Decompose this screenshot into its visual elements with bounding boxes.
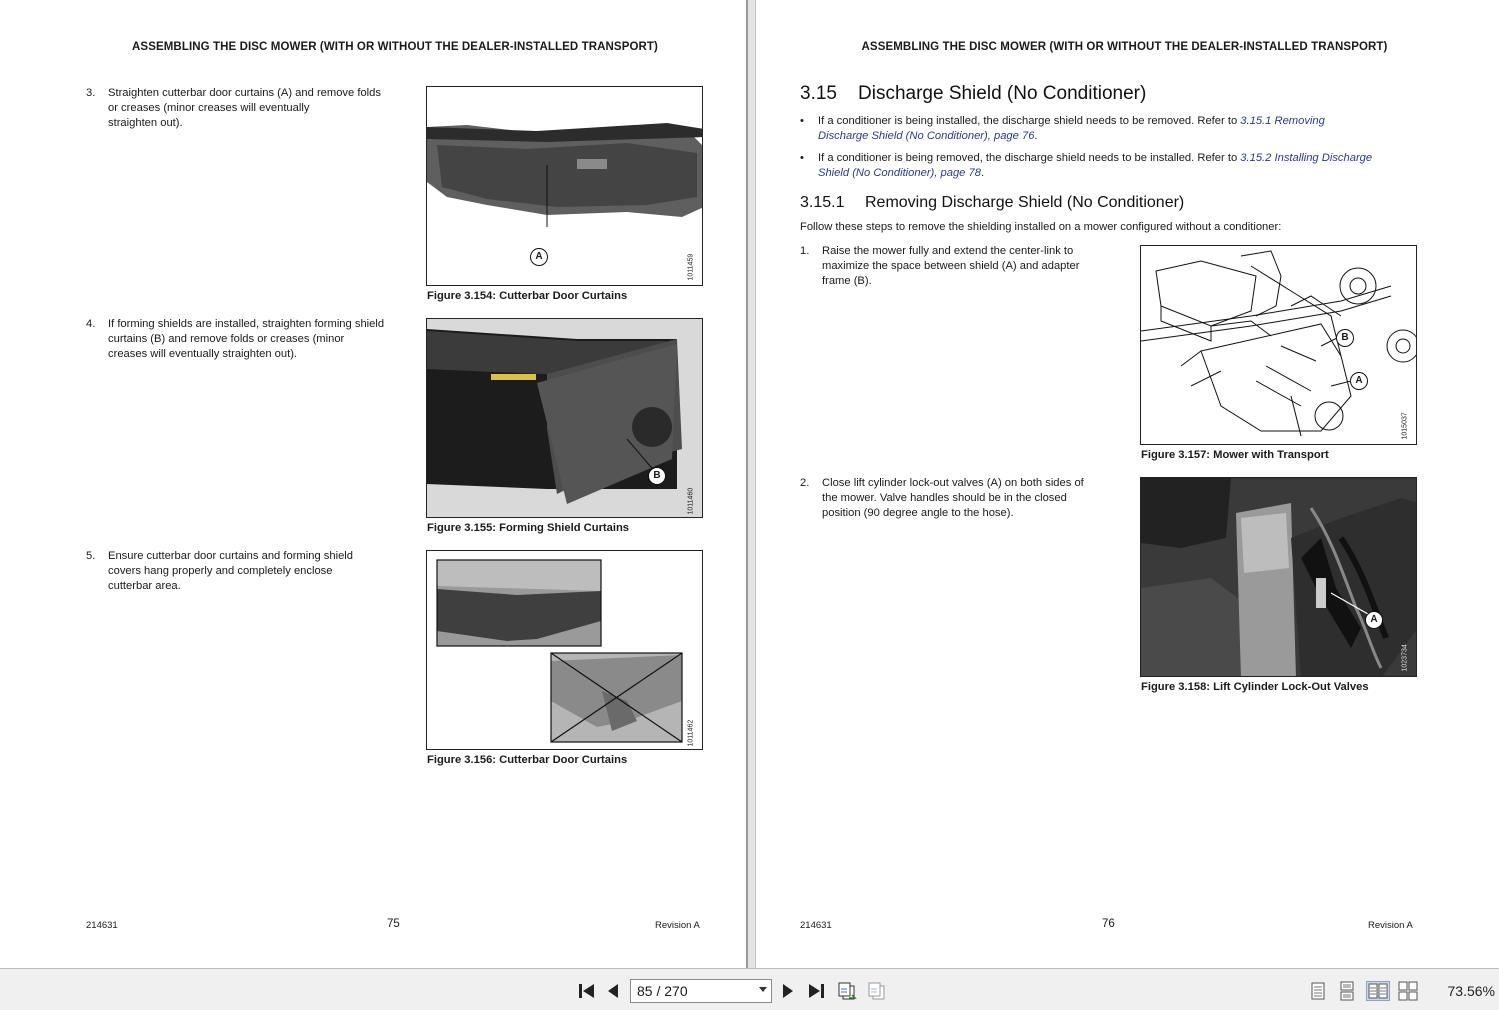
- page-number-select[interactable]: 85 / 270: [630, 979, 772, 1003]
- page-header: ASSEMBLING THE DISC MOWER (WITH OR WITHOUT THE DEALER-INSTALLED TRANSPORT): [132, 41, 658, 53]
- chevron-down-icon[interactable]: [759, 987, 767, 992]
- callout-a: A: [1350, 372, 1368, 390]
- single-page-view-icon[interactable]: [1308, 981, 1328, 1001]
- cross-ref-link[interactable]: 3.15.2 Installing Discharge: [1240, 152, 1373, 164]
- figure-caption: Figure 3.154: Cutterbar Door Curtains: [427, 290, 628, 302]
- footer-doc-number: 214631: [86, 920, 118, 931]
- figure-id: 1011459: [687, 253, 695, 281]
- cross-ref-link[interactable]: Shield (No Conditioner), page 78: [818, 167, 981, 179]
- page-76: ASSEMBLING THE DISC MOWER (WITH OR WITHOUT THE DEALER-INSTALLED TRANSPORT) 3.15 Discharge Shield (No Conditioner) • If a conditioner is being installed, the discharge shield needs to be removed. Refer to 3.15.1 Removing Discharge Shield (No Conditioner), page 76. • If a conditioner is being removed, the discharge shield needs to be installed. Refer to 3.15.2 Installing Discharge Shield (No Conditioner), page 78. 3.15.1 Removing Discharge Shield (No Conditioner) Follow these steps to remove the shielding installed on a mower configured without a conditioner: 1. Raise the mower fully and extend the center-link to maximize the space between shield (A) and adapter frame (B). B A 1015037 Figure 3.157: Mower with Transport 2. Close lift cylinder lock-out valves (A) on both sides of the mower. Valve handles should be in the closed position (90 degree angle to the hose). A 1023734 Figure 3.158: Lift Cylinder Lock-Out Valves 214631 76 Revision A: [756, 0, 1499, 968]
- footer-revision: Revision A: [655, 920, 700, 931]
- figure-id: 1023734: [1401, 644, 1409, 672]
- figure-id: 1011460: [687, 487, 695, 515]
- figure-3-154: [426, 86, 703, 286]
- callout-a: A: [1365, 611, 1383, 629]
- next-page-icon[interactable]: [778, 980, 798, 1002]
- page-number: 76: [1102, 918, 1115, 930]
- callout-a: A: [530, 248, 548, 266]
- footer-doc-number: 214631: [800, 920, 832, 931]
- previous-page-icon[interactable]: [603, 980, 623, 1002]
- figure-id: 1015037: [1401, 412, 1409, 440]
- page-header: ASSEMBLING THE DISC MOWER (WITH OR WITHOUT THE DEALER-INSTALLED TRANSPORT): [861, 41, 1388, 53]
- cross-ref-link[interactable]: Discharge Shield (No Conditioner), page 76: [818, 130, 1035, 142]
- cutterbar-photo: [427, 87, 703, 286]
- continuous-view-icon[interactable]: [1337, 981, 1357, 1001]
- section-heading: 3.15 Discharge Shield (No Conditioner): [800, 83, 1147, 104]
- callout-b: B: [1336, 329, 1354, 347]
- last-page-icon[interactable]: [805, 980, 827, 1002]
- page-divider: [746, 0, 756, 968]
- continuous-facing-view-icon[interactable]: [1398, 981, 1418, 1001]
- first-page-icon[interactable]: [576, 980, 598, 1002]
- next-view-icon[interactable]: [866, 980, 888, 1002]
- intro-paragraph: Follow these steps to remove the shielding installed on a mower configured without a conditioner:: [800, 221, 1282, 233]
- cross-ref-link[interactable]: 3.15.1 Removing: [1240, 115, 1325, 127]
- forming-shield-photo: [427, 319, 703, 518]
- figure-3-158: [1140, 477, 1417, 677]
- figure-caption: Figure 3.157: Mower with Transport: [1141, 449, 1329, 461]
- figure-caption: Figure 3.156: Cutterbar Door Curtains: [427, 754, 628, 766]
- previous-view-icon[interactable]: [836, 980, 858, 1002]
- navigation-toolbar: [0, 968, 1499, 1010]
- figure-3-155: [426, 318, 703, 518]
- figure-3-156: [426, 550, 703, 750]
- footer-revision: Revision A: [1368, 920, 1413, 931]
- figure-3-157: [1140, 245, 1417, 445]
- mower-line-drawing: [1141, 246, 1417, 445]
- figure-id: 1011462: [687, 719, 695, 747]
- figure-caption: Figure 3.155: Forming Shield Curtains: [427, 522, 630, 534]
- page-number: 75: [387, 918, 400, 930]
- curtain-comparison-photos: [427, 551, 703, 750]
- callout-b: B: [648, 467, 666, 485]
- figure-caption: Figure 3.158: Lift Cylinder Lock-Out Valves: [1141, 681, 1369, 693]
- zoom-level[interactable]: 73.56%: [1447, 983, 1495, 999]
- lock-out-valve-photo: [1141, 478, 1417, 677]
- facing-view-icon[interactable]: [1366, 981, 1390, 1001]
- page-75: ASSEMBLING THE DISC MOWER (WITH OR WITHOUT THE DEALER-INSTALLED TRANSPORT) 3. Straighten cutterbar door curtains (A) and remove folds or creases (minor creases will eventually straighten out). A 1011459 Figure 3.154: Cutterbar Door Curtains 4. If forming shields are installed, straighten forming shield curtains (B) and remove folds or creases (minor creases will eventually straighten out). B 1011460 Figure 3.155: Forming Shield Curtains 5. Ensure cutterbar door curtains and forming shield covers hang properly and completely enclose cutterbar area. 1011462 Figure 3.156: Cutterbar Door Curtains 214631 75 Revision A: [0, 0, 746, 968]
- subsection-heading: 3.15.1 Removing Discharge Shield (No Conditioner): [800, 194, 1185, 211]
